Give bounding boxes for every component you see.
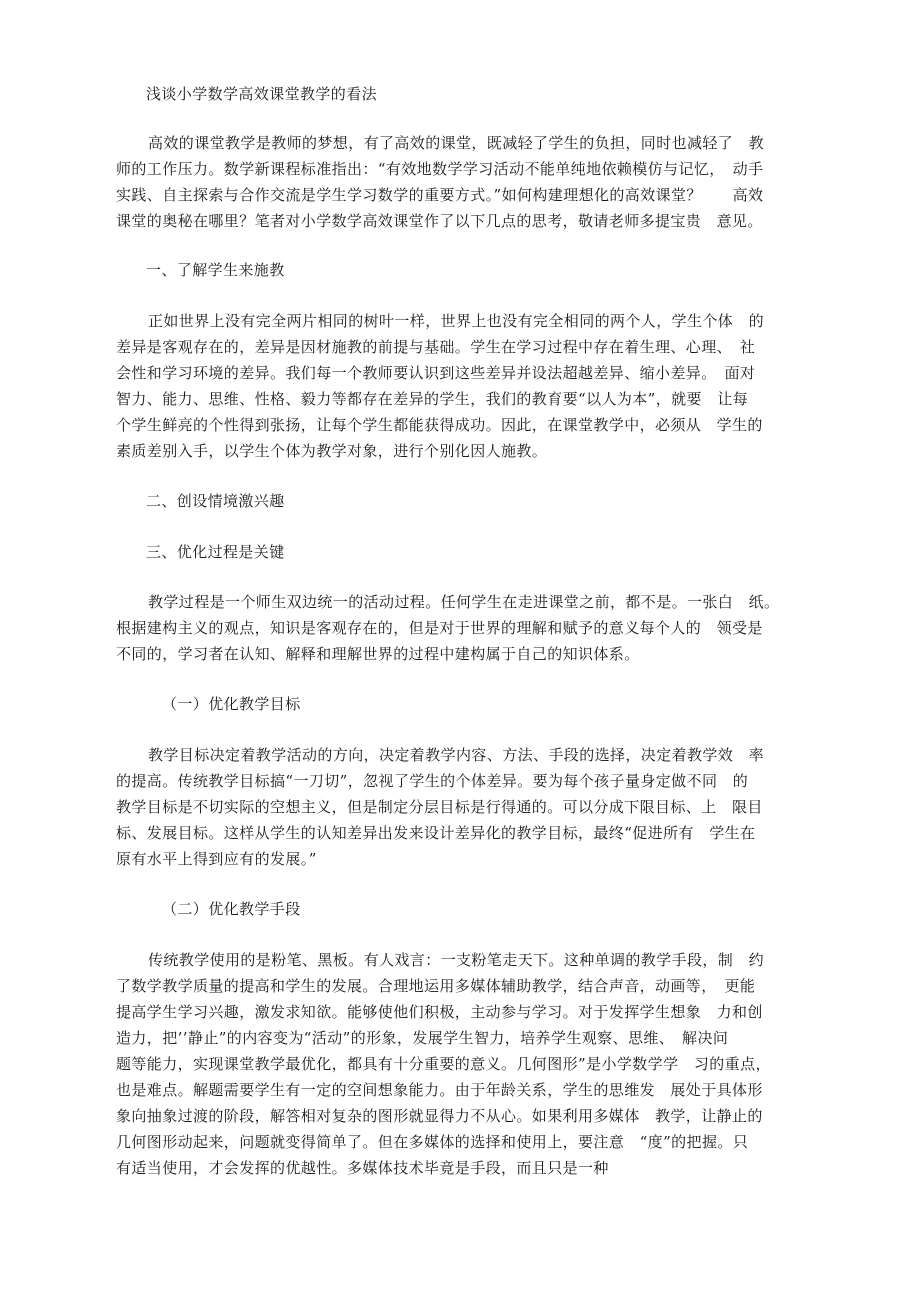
paragraph-line: 会性和学习环境的差异。我们每一个教师要认识到这些差异并设法超越差异、缩小差异。 面对 xyxy=(116,364,756,382)
paragraph-line: 根据建构主义的观点，知识是客观存在的，但是对于世界的理解和赋予的意义每个人的 领受是 xyxy=(116,619,763,637)
section-heading: 三、优化过程是关键 xyxy=(146,543,285,561)
paragraph-line: 原有水平上得到应有的发展。” xyxy=(116,850,317,868)
paragraph-line: 的提高。传统教学目标搞“一刀切”，忽视了学生的个体差异。要为每个孩子量身定做不同 的 xyxy=(116,772,749,790)
paragraph-line: 也是难点。解题需要学生有一定的空间想象能力。由于年龄关系，学生的思维发 展处于具体形 xyxy=(116,1081,763,1099)
paragraph-line: 高效的课堂教学是教师的梦想，有了高效的课堂，既减轻了学生的负担，同时也减轻了 教 xyxy=(148,134,765,152)
paragraph-line: 差异是客观存在的，差异是因材施教的前提与基础。学生在学习过程中存在着生理、心理、 社 xyxy=(116,338,756,356)
paragraph-line: 智力、能力、思维、性格、毅力等都存在差异的学生，我们的教育要“以人为本”，就要 让每 xyxy=(116,390,749,408)
paragraph-line: 教学过程是一个师生双边统一的活动过程。任何学生在走进课堂之前，都不是。一张白 纸。 xyxy=(148,593,780,611)
paragraph-line: 实践、自主探索与合作交流是学生学习数学的重要方式。”如何构建理想化的高效课堂？ 高效 xyxy=(116,186,764,204)
section-heading: 一、了解学生来施教 xyxy=(146,261,285,279)
paragraph-line: 教学目标是不切实际的空想主义，但是制定分层目标是行得通的。可以分成下限目标、上 限目 xyxy=(116,798,763,816)
paragraph-line: 标、发展目标。这样从学生的认知差异出发来设计差异化的教学目标，最终“促进所有 学生在 xyxy=(116,824,756,842)
paragraph-line: 传统教学使用的是粉笔、黑板。有人戏言：一支粉笔走天下。这种单调的教学手段，制 约 xyxy=(148,951,765,969)
paragraph-line: 素质差别入手，以学生个体为教学对象，进行个别化因人施教。 xyxy=(116,442,548,460)
paragraph-line: 象向抽象过渡的阶段，解答相对复杂的图形就显得力不从心。如果利用多媒体 教学，让静止的 xyxy=(116,1107,763,1125)
paragraph-line: 造力，把’’静止”的内容变为“活动”的形象，发展学生智力，培养学生观察、思维、 解决问 xyxy=(116,1029,729,1047)
paragraph-line: 不同的，学习者在认知、解释和理解世界的过程中建构属于自己的知识体系。 xyxy=(116,645,640,663)
paragraph-line: 正如世界上没有完全两片相同的树叶一样，世界上也没有完全相同的两个人，学生个体 的 xyxy=(148,312,765,330)
paragraph-line: 几何图形动起来，问题就变得简单了。但在多媒体的选择和使用上，要注意 “度”的把握。只 xyxy=(116,1133,749,1151)
paragraph-line: 个学生鲜亮的个性得到张扬，让每个学生都能获得成功。因此，在课堂教学中，必须从 学生的 xyxy=(116,416,763,434)
paragraph-line: 题等能力，实现课堂教学最优化，都具有十分重要的意义。几何图形”是小学数学学 习的重点， xyxy=(116,1055,771,1073)
document-title: 浅谈小学数学高效课堂教学的看法 xyxy=(146,85,378,103)
subsection-heading: （一）优化教学目标 xyxy=(162,695,301,713)
section-heading: 二、创设情境激兴趣 xyxy=(146,492,285,510)
paragraph-line: 有适当使用，才会发挥的优越性。多媒体技术毕竟是手段，而且只是一种 xyxy=(116,1159,609,1177)
paragraph-line: 提高学生学习兴趣，激发求知欲。能够使他们积极，主动参与学习。对于发挥学生想象 力和创 xyxy=(116,1003,763,1021)
paragraph-line: 了数学教学质量的提高和学生的发展。合理地运用多媒体辅助教学，结合声音，动画等， 更能 xyxy=(116,977,756,995)
paragraph-line: 师的工作压力。数学新课程标准指出：“有效地数学学习活动不能单纯地依赖模仿与记忆， 动手 xyxy=(116,160,764,178)
paragraph-line: 教学目标决定着教学活动的方向，决定着教学内容、方法、手段的选择，决定着教学效 率 xyxy=(148,746,765,764)
subsection-heading: （二）优化教学手段 xyxy=(162,900,301,918)
paragraph-line: 课堂的奥秘在哪里？笔者对小学数学高效课堂作了以下几点的思考，敬请老师多提宝贵 意见。 xyxy=(116,212,763,230)
